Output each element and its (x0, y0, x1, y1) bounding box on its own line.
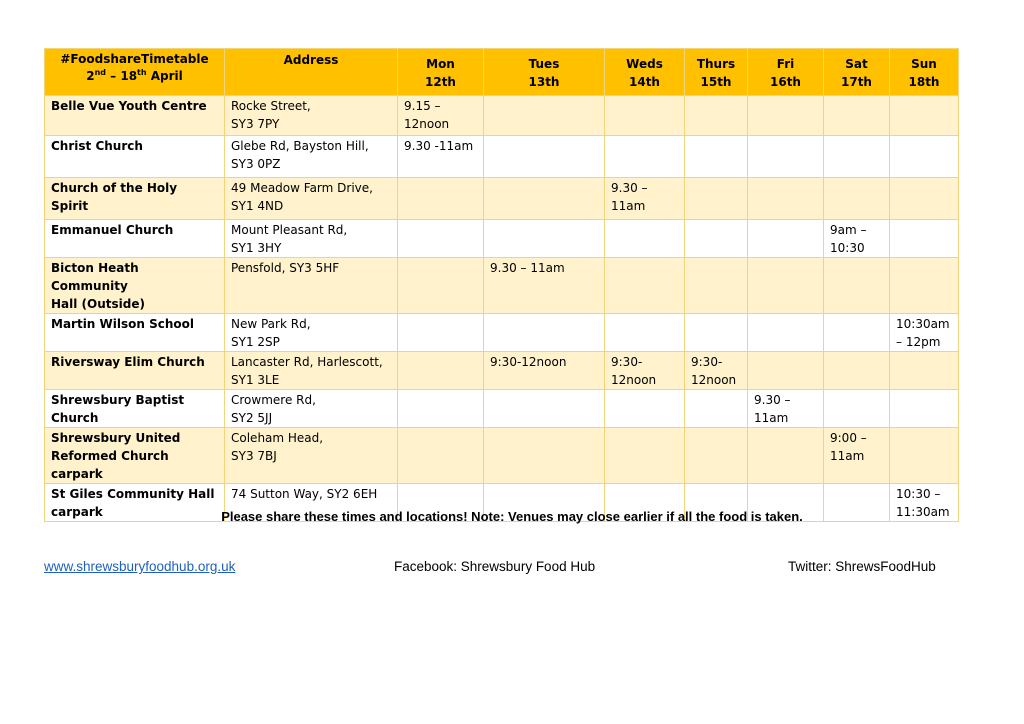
time-cell (890, 428, 959, 484)
day-header-mon (398, 49, 484, 96)
venue-cell (45, 314, 225, 352)
table-row (45, 390, 959, 428)
time-cell-line: 9am – (830, 223, 867, 237)
time-cell-line: 9.30 -11am (404, 139, 474, 153)
venue-cell-line: carpark (51, 505, 103, 519)
time-cell (824, 314, 890, 352)
time-cell (824, 428, 890, 484)
address-cell (225, 390, 398, 428)
time-cell-line: 11am (754, 411, 789, 425)
address-cell-line: SY3 7BJ (231, 449, 277, 463)
venue-cell-line: Shrewsbury Baptist Church (51, 393, 185, 425)
address-cell-line: Rocke Street, (231, 99, 311, 113)
venue-cell (45, 390, 225, 428)
address-cell (225, 258, 398, 314)
website-link[interactable]: www.shrewsburyfoodhub.org.uk (44, 559, 236, 574)
table-row (45, 178, 959, 220)
venue-cell-line: St Giles Community Hall (51, 487, 215, 501)
address-cell (225, 96, 398, 136)
venue-cell (45, 258, 225, 314)
address-cell-line: 74 Sutton Way, SY2 6EH (231, 487, 378, 501)
address-cell-line: Glebe Rd, Bayston Hill, (231, 139, 369, 153)
time-cell (890, 258, 959, 314)
time-cell (748, 428, 824, 484)
time-cell-line: – 12pm (896, 335, 941, 349)
title-sep: – (105, 69, 121, 83)
address-cell (225, 352, 398, 390)
day-date: 15th (700, 75, 732, 89)
time-cell (685, 258, 748, 314)
time-cell (605, 96, 685, 136)
time-cell (685, 178, 748, 220)
venue-cell-line: Shrewsbury United (51, 431, 181, 445)
time-cell (484, 136, 605, 178)
time-cell (605, 178, 685, 220)
address-header: Address (225, 49, 398, 96)
time-cell-line: 10:30 (830, 241, 865, 255)
header-row (45, 49, 959, 96)
time-cell (748, 352, 824, 390)
time-cell (685, 390, 748, 428)
time-cell (824, 220, 890, 258)
venue-cell-line: Riversway Elim Church (51, 355, 205, 369)
time-cell (398, 352, 484, 390)
time-cell (748, 258, 824, 314)
time-cell-line: 11:30am (896, 505, 950, 519)
time-cell (685, 352, 748, 390)
venue-cell (45, 136, 225, 178)
time-cell (398, 428, 484, 484)
day-header-thurs (685, 49, 748, 96)
venue-cell-line: Bicton Heath Community (51, 261, 139, 293)
address-cell (225, 136, 398, 178)
address-cell-line: 49 Meadow Farm Drive, (231, 181, 373, 195)
time-cell (685, 220, 748, 258)
timetable-body (45, 96, 959, 522)
time-cell (748, 178, 824, 220)
venue-cell-line: Emmanuel Church (51, 223, 174, 237)
time-cell (685, 314, 748, 352)
address-cell-line: SY1 3HY (231, 241, 282, 255)
address-cell-line: SY1 2SP (231, 335, 280, 349)
facebook-handle: Facebook: Shrewsbury Food Hub (394, 559, 596, 574)
time-cell (605, 314, 685, 352)
time-cell (484, 428, 605, 484)
time-cell (605, 428, 685, 484)
venue-cell (45, 352, 225, 390)
time-cell-line: 9:30- (691, 355, 723, 369)
time-cell (890, 96, 959, 136)
time-cell (605, 136, 685, 178)
time-cell (824, 258, 890, 314)
time-cell (748, 136, 824, 178)
table-row (45, 96, 959, 136)
day-name: Weds (626, 57, 663, 71)
time-cell (484, 352, 605, 390)
address-cell-line: SY1 4ND (231, 199, 284, 213)
table-row (45, 136, 959, 178)
venue-cell-line: Reformed Church carpark (51, 449, 169, 481)
share-note: Please share these times and locations! Note: Venues may close earlier if all the food is taken. (221, 509, 803, 524)
table-row (45, 352, 959, 390)
time-cell (890, 178, 959, 220)
title-month: April (146, 69, 183, 83)
time-cell-line: 9.15 – (404, 99, 441, 113)
time-cell (484, 178, 605, 220)
day-name: Thurs (696, 57, 736, 71)
time-cell (605, 258, 685, 314)
table-row (45, 428, 959, 484)
day-name: Tues (528, 57, 560, 71)
time-cell (398, 178, 484, 220)
title-from-suffix: nd (94, 68, 106, 77)
time-cell (484, 258, 605, 314)
address-cell-line: Lancaster Rd, Harlescott, (231, 355, 383, 369)
venue-cell-line: Church of the Holy Spirit (51, 181, 178, 213)
time-cell (398, 220, 484, 258)
time-cell (748, 220, 824, 258)
time-cell (398, 390, 484, 428)
address-cell (225, 428, 398, 484)
venue-cell-line: Martin Wilson School (51, 317, 194, 331)
address-cell-line: SY3 7PY (231, 117, 280, 131)
address-cell-line: Mount Pleasant Rd, (231, 223, 348, 237)
time-cell (685, 96, 748, 136)
time-cell (685, 136, 748, 178)
time-cell (890, 220, 959, 258)
venue-cell (45, 428, 225, 484)
time-cell (748, 314, 824, 352)
time-cell (605, 352, 685, 390)
address-cell-line: SY2 5JJ (231, 411, 273, 425)
time-cell (605, 220, 685, 258)
time-cell-line: 12noon (404, 117, 450, 131)
time-cell (824, 390, 890, 428)
time-cell (685, 428, 748, 484)
time-cell (484, 220, 605, 258)
venue-cell-line: Hall (Outside) (51, 297, 145, 311)
title-to-day: 18 (120, 69, 138, 83)
time-cell (824, 136, 890, 178)
table-row (45, 220, 959, 258)
twitter-handle: Twitter: ShrewsFoodHub (788, 559, 936, 574)
day-name: Sun (911, 57, 937, 71)
address-cell (225, 314, 398, 352)
time-cell (398, 96, 484, 136)
day-date: 18th (908, 75, 940, 89)
address-cell-line: New Park Rd, (231, 317, 311, 331)
time-cell-line: 9:30- (611, 355, 643, 369)
time-cell-line: 9.30 – 11am (490, 261, 565, 275)
time-cell-line: 10:30 – (896, 487, 941, 501)
day-date: 13th (528, 75, 560, 89)
title-to-suffix: th (137, 68, 147, 77)
time-cell (890, 314, 959, 352)
address-cell-line: Coleham Head, (231, 431, 324, 445)
venue-cell (45, 220, 225, 258)
address-cell-line: Crowmere Rd, (231, 393, 316, 407)
time-cell (484, 314, 605, 352)
time-cell-line: 9:30-12noon (490, 355, 567, 369)
day-name: Mon (426, 57, 455, 71)
time-cell-line: 11am (830, 449, 865, 463)
time-cell (605, 390, 685, 428)
day-name: Sat (845, 57, 868, 71)
day-date: 14th (629, 75, 660, 89)
venue-cell-line: Belle Vue Youth Centre (51, 99, 207, 113)
venue-cell (45, 178, 225, 220)
time-cell (890, 352, 959, 390)
time-cell (748, 390, 824, 428)
day-date: 12th (425, 75, 456, 89)
venue-cell-line: Christ Church (51, 139, 143, 153)
time-cell (398, 258, 484, 314)
time-cell-line: 12noon (611, 373, 657, 387)
time-cell (824, 96, 890, 136)
timetable-title (45, 49, 225, 96)
table-row (45, 314, 959, 352)
time-cell-line: 11am (611, 199, 646, 213)
address-cell (225, 178, 398, 220)
time-cell (484, 390, 605, 428)
foodshare-timetable (44, 48, 959, 522)
day-header-tues (484, 49, 605, 96)
time-cell (824, 352, 890, 390)
title-hashtag: #FoodshareTimetable (60, 52, 209, 66)
day-date: 16th (770, 75, 801, 89)
address-cell-line: SY3 0PZ (231, 157, 281, 171)
time-cell-line: 9:00 – (830, 431, 867, 445)
address-cell-line: SY1 3LE (231, 373, 280, 387)
title-from-day: 2 (86, 69, 95, 83)
table-row (45, 258, 959, 314)
time-cell (890, 136, 959, 178)
time-cell-line: 10:30am (896, 317, 950, 331)
time-cell-line: 9.30 – (754, 393, 791, 407)
day-name: Fri (776, 57, 795, 71)
time-cell-line: 12noon (691, 373, 737, 387)
time-cell-line: 9.30 – (611, 181, 648, 195)
time-cell (484, 96, 605, 136)
time-cell (748, 96, 824, 136)
time-cell (398, 314, 484, 352)
day-header-sat (824, 49, 890, 96)
address-cell-line: Pensfold, SY3 5HF (231, 261, 340, 275)
time-cell (824, 178, 890, 220)
address-cell (225, 220, 398, 258)
day-header-sun (890, 49, 959, 96)
day-date: 17th (841, 75, 872, 89)
time-cell (398, 136, 484, 178)
time-cell (890, 390, 959, 428)
day-header-weds (605, 49, 685, 96)
venue-cell (45, 96, 225, 136)
day-header-fri (748, 49, 824, 96)
